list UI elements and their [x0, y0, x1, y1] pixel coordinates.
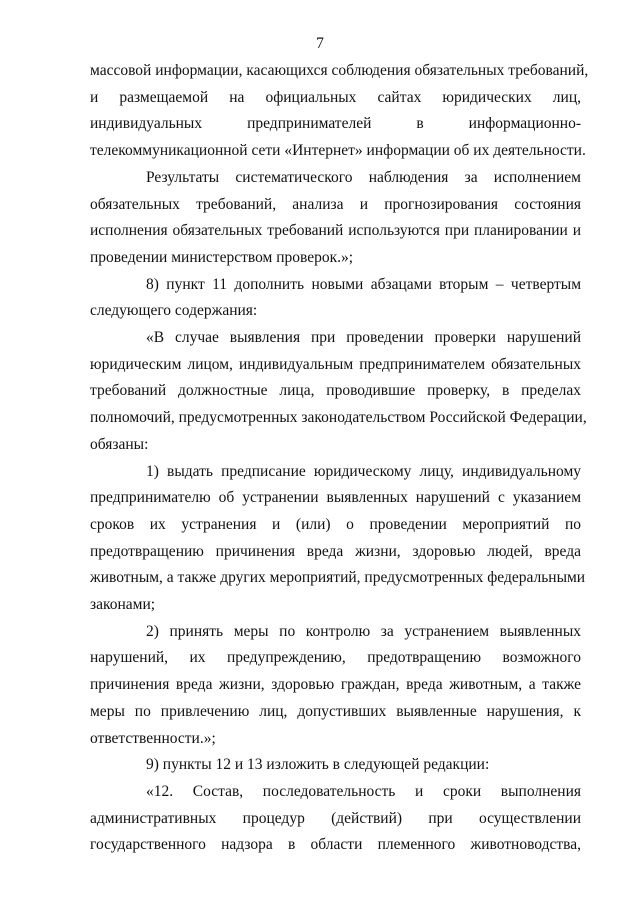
- text-line: телекоммуникационной сети «Интернет» информации об их деятельности.: [90, 142, 586, 160]
- text-line: юридическим лицом, индивидуальным предпринимателем обязательных: [90, 355, 581, 373]
- text-line: следующего содержания:: [90, 302, 258, 320]
- text-line: 2) принять меры по контролю за устранением выявленных: [146, 622, 581, 640]
- text-line: и размещаемой на официальных сайтах юридических лиц,: [90, 88, 581, 106]
- text-line: предотвращению причинения вреда жизни, здоровью людей, вреда: [90, 542, 581, 560]
- page-number: 7: [316, 35, 324, 52]
- text-line: исполнения обязательных требований используются при планировании и: [90, 222, 581, 240]
- text-line: причинения вреда жизни, здоровью граждан, вреда животным, а также: [90, 676, 581, 694]
- text-line: проведении министерством проверок.»;: [90, 248, 354, 266]
- text-line: индивидуальных предпринимателей в информационно-: [90, 115, 581, 133]
- text-line: 1) выдать предписание юридическому лицу, индивидуальному: [146, 462, 581, 480]
- text-line: 8) пункт 11 дополнить новыми абзацами вторым – четвертым: [146, 275, 581, 293]
- text-line: «12. Состав, последовательность и сроки выполнения: [146, 782, 581, 800]
- text-line: обязательных требований, анализа и прогнозирования состояния: [90, 195, 581, 213]
- text-line: требований должностные лица, проводившие проверку, в пределах: [90, 382, 581, 400]
- text-line: меры по привлечению лиц, допустивших выявленные нарушения, к: [90, 702, 581, 720]
- text-line: предпринимателю об устранении выявленных нарушений с указанием: [90, 489, 581, 507]
- text-line: полномочий, предусмотренных законодательством Российской Федерации,: [90, 409, 587, 427]
- text-line: сроков их устранения и (или) о проведении мероприятий по: [90, 515, 581, 533]
- text-line: «В случае выявления при проведении проверки нарушений: [146, 329, 581, 347]
- text-line: ответственности.»;: [90, 729, 216, 747]
- document-body: [90, 58, 589, 859]
- text-line: законами;: [90, 596, 156, 614]
- text-line: административных процедур (действий) при осуществлении: [90, 809, 581, 827]
- text-line: обязаны:: [90, 435, 149, 453]
- text-line: 9) пункты 12 и 13 изложить в следующей редакции:: [146, 756, 490, 774]
- text-line: животным, а также других мероприятий, предусмотренных федеральными: [90, 569, 586, 587]
- text-line: массовой информации, касающихся соблюдения обязательных требований,: [90, 62, 589, 79]
- text-line: нарушений, их предупреждению, предотвращению возможного: [90, 649, 581, 667]
- text-line: государственного надзора в области племенного животноводства,: [90, 836, 581, 854]
- text-line: Результаты систематического наблюдения за исполнением: [146, 168, 581, 186]
